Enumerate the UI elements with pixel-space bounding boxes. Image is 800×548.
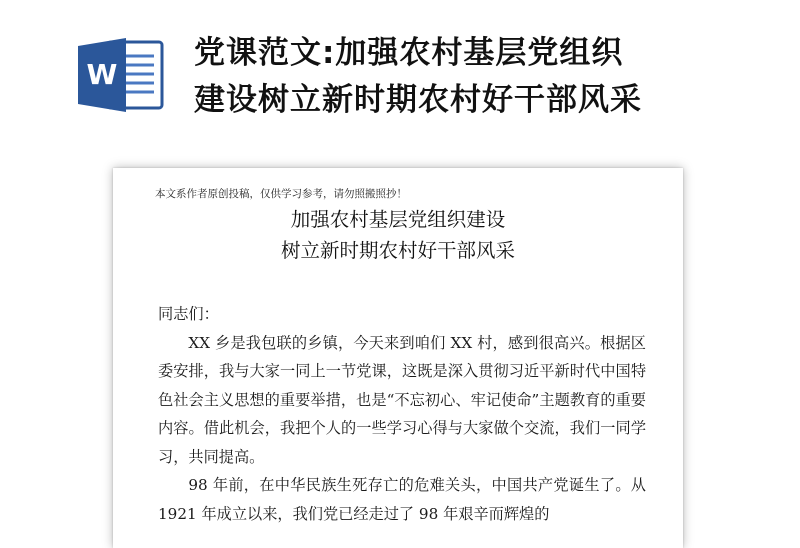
- document-title-line-2: 树立新时期农村好干部风采: [280, 239, 515, 262]
- document-body: [158, 300, 646, 528]
- copyright-notice: 本文系作者原创投稿，仅供学习参考，请勿照搬照抄！: [155, 188, 407, 200]
- document-page-preview: [113, 168, 683, 548]
- word-document-icon: [76, 36, 166, 114]
- page-title: [194, 30, 784, 124]
- page-title-line-2: 建设树立新时期农村好干部风采: [194, 82, 642, 118]
- greeting: 同志们：: [158, 305, 219, 323]
- document-title: [113, 204, 683, 266]
- header: [0, 0, 800, 150]
- page-title-line-1: 党课范文:加强农村基层党组织: [194, 35, 624, 71]
- paragraph-1: XX 乡是我包联的乡镇，今天来到咱们 XX 村，感到很高兴。根据区委安排，我与大家一同上一节党课，这既是深入贯彻习近平新时代中国特色社会主义思想的重要举措，也是“不忘初心、牢记使命”主题教育的重要内容。借此机会，我把个人的一些学习心得与大家做个交流，我们一同学习，共同提高。: [158, 333, 646, 466]
- paragraph-2: 98 年前，在中华民族生死存亡的危难关头，中国共产党诞生了。从 1921 年成立以来，我们党已经走过了 98 年艰辛而辉煌的: [158, 476, 646, 523]
- word-icon-letter: W: [86, 58, 118, 91]
- document-title-line-1: 加强农村基层党组织建设: [290, 208, 506, 231]
